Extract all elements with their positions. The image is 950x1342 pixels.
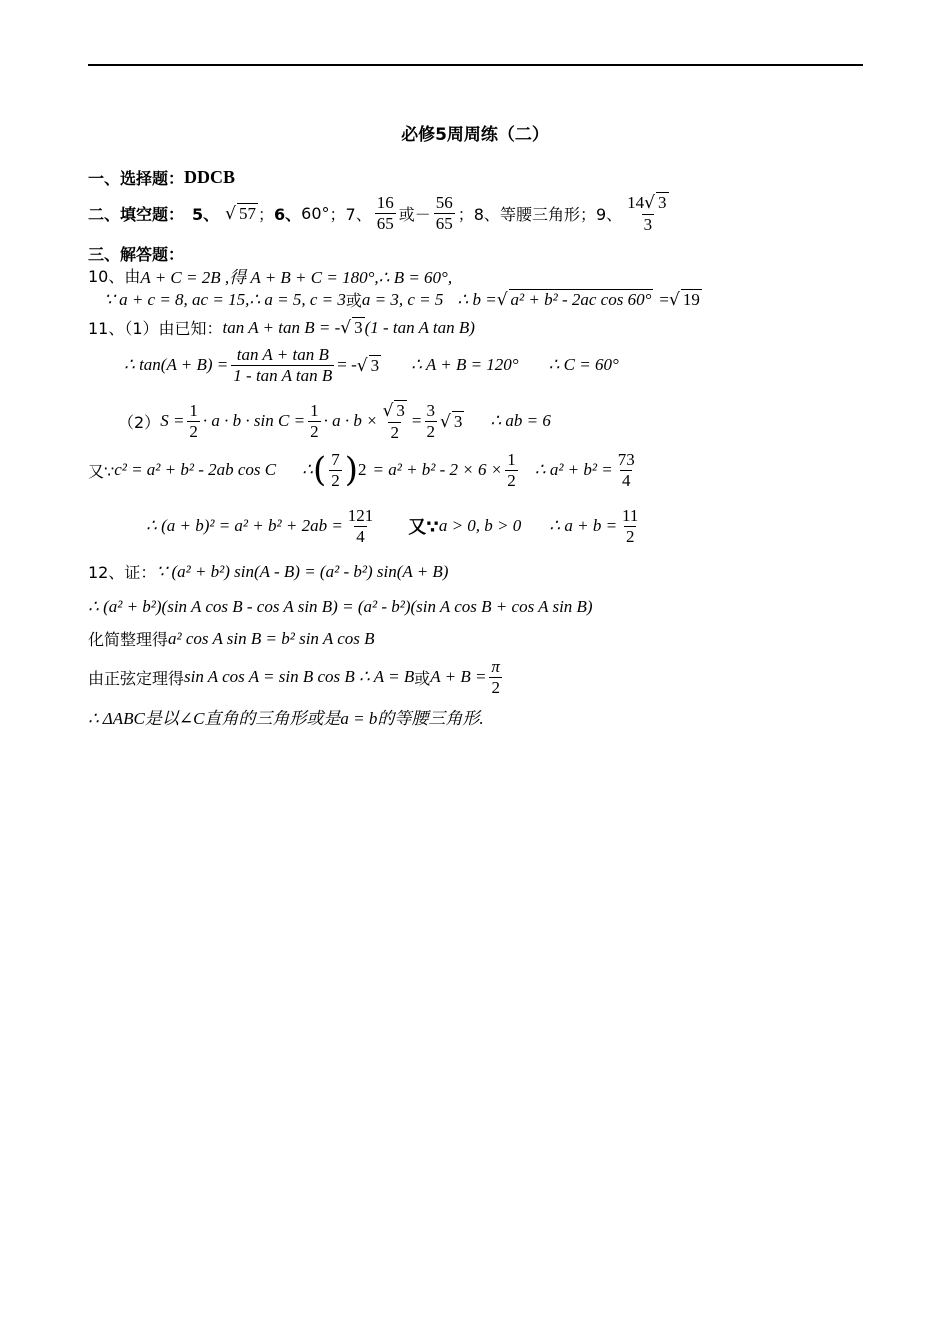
q12-line-4 bbox=[88, 657, 505, 697]
q11-line-3-c: · a · b × bbox=[323, 411, 378, 431]
q10-line-2 bbox=[104, 288, 702, 311]
q9-number: 9、 bbox=[595, 204, 623, 224]
q11-number: 11、（1）由已知： bbox=[88, 319, 223, 338]
q11-line-2-result-1: ∴ A + B = 120° bbox=[411, 355, 519, 375]
q11-line-4-therefore: ∴ bbox=[302, 460, 313, 480]
q10-result: √ 19 bbox=[668, 290, 700, 310]
q11-line-2-fraction: $\frac{\text{tan A + tan B}}{\text{1 - tan A tan B}}$ bbox=[233, 345, 333, 385]
q12-number: 12、证： bbox=[88, 563, 157, 582]
q11-line-3-frac-1: $\frac{1}{2}$ bbox=[189, 401, 198, 441]
q12-line-4-math: sin A cos A = sin B cos B ∴ A = B bbox=[184, 667, 415, 687]
q7-number: 7、 bbox=[345, 204, 372, 224]
q11-line-3-b: · a · b · sin C = bbox=[202, 411, 306, 431]
q11-line-5-frac-2: $\frac{11}{2}$ bbox=[622, 506, 639, 546]
q12-line-4-text: 由正弦定理得 bbox=[88, 668, 185, 688]
section-choice-answer: DDCB bbox=[184, 167, 236, 187]
q12-line-4-or: 或 bbox=[414, 668, 431, 688]
q11-line-4-you: 又∵ bbox=[88, 461, 115, 481]
q12-line-3 bbox=[88, 627, 375, 650]
q5-number: 5、 bbox=[192, 204, 220, 224]
q12-line-1 bbox=[88, 560, 448, 583]
q11-line-2-lhs: ∴ tan(A + B) = bbox=[124, 355, 229, 375]
q10-line-2-math-a: ∵ a + c = 8, ac = 15,∴ a = 5, c = 3 bbox=[104, 289, 346, 309]
q12-line-1-math: ∵ (a² + b²) sin(A - B) = (a² - b²) sin(A + B) bbox=[156, 561, 449, 581]
q12-line-4-frac: $\frac{\pi}{2}$ bbox=[491, 657, 500, 697]
q12-line-4-math-2: A + B = bbox=[430, 667, 487, 687]
section-choice-label: 一、选择题： bbox=[88, 169, 185, 188]
q6-number: 6、 bbox=[274, 204, 302, 224]
q11-line-1-math: tan A + tan B = - bbox=[222, 317, 341, 337]
q6-answer: 60° bbox=[301, 203, 330, 223]
q11-line-2-eq: = - bbox=[337, 355, 357, 375]
q11-line-3-frac-2: $\frac{1}{2}$ bbox=[310, 401, 319, 441]
header-rule bbox=[88, 64, 863, 66]
q10-line-1-math: A + C = 2B ,得 A + B + C = 180°,∴ B = 60°, bbox=[140, 268, 453, 287]
section-solve-label: 三、解答题： bbox=[88, 245, 185, 264]
page-title: 必修5周周练（二） bbox=[401, 125, 549, 145]
q11-line-4-frac-1: $\frac{7}{2}$ bbox=[331, 450, 340, 490]
q11-line-3-a: S = bbox=[160, 411, 185, 431]
q11-line-3-radical: √ 3 bbox=[440, 411, 463, 432]
q11-line-4-c: ∴ a² + b² = bbox=[534, 460, 613, 480]
q5-answer: √ 57 bbox=[225, 203, 256, 224]
q10-line-2-math-b: a = 3, c = 5 bbox=[361, 289, 444, 309]
q11-line-3-result: ∴ ab = 6 bbox=[490, 411, 551, 431]
q11-line-3 bbox=[118, 400, 551, 442]
q11-line-5-frac-1: $\frac{121}{4}$ bbox=[347, 506, 374, 546]
q10-line-1 bbox=[88, 263, 452, 288]
q7-fraction-1: $\frac{16}{65}$ bbox=[376, 193, 394, 233]
q11-line-1-tail: (1 - tan A tan B) bbox=[364, 317, 475, 337]
q11-line-2-result-2: ∴ C = 60° bbox=[548, 355, 619, 375]
q10-line-2-eq: = bbox=[659, 289, 669, 309]
q6-sep: ； bbox=[329, 204, 346, 224]
q11-line-3-frac-4: $\frac{3}{2}$ bbox=[426, 401, 435, 441]
section-fill bbox=[88, 192, 674, 234]
q11-line-2 bbox=[124, 345, 619, 385]
q11-line-5-c: ∴ a + b = bbox=[549, 516, 618, 536]
q11-line-5-b: a > 0, b > 0 bbox=[438, 516, 522, 536]
q8-answer: 等腰三角形 bbox=[499, 204, 580, 224]
q11-line-5-a: ∴ (a + b)² = a² + b² + 2ab = bbox=[146, 516, 343, 536]
section-fill-label: 二、填空题： bbox=[88, 204, 185, 224]
q8-number: 8、 bbox=[473, 204, 500, 224]
q11-line-3-frac-3: $\frac{√ 3}{2}$ bbox=[382, 401, 405, 442]
q12-conclusion: ∴ ΔABC是以∠C直角的三角形或是a = b的等腰三角形. bbox=[88, 709, 484, 728]
q9-fraction: $\frac{14√ 3}{3}$ bbox=[627, 193, 667, 234]
q10-line-2-or: 或 bbox=[345, 291, 362, 310]
q10-line-2-math-c: ∴ b = bbox=[457, 289, 497, 309]
q12-line-3-text: 化简整理得 bbox=[88, 630, 169, 649]
q11-line-2-radical: √ 3 bbox=[356, 355, 380, 376]
q7-or: 或－ bbox=[398, 204, 431, 224]
q11-line-1-radical: √ 3 bbox=[340, 318, 363, 338]
q7-sep: ； bbox=[457, 204, 474, 224]
q5-sep: ； bbox=[258, 204, 275, 224]
q12-line-5 bbox=[88, 704, 484, 729]
q12-line-2 bbox=[88, 597, 593, 617]
q11-line-5-you: 又∵ bbox=[408, 517, 439, 539]
q11-line-4: 又∵ c² = a² + b² - 2ab cos C ∴ ( $\frac{7}{2}$ ) 2 = a² + b² - 2 × 6 × $\frac{1}{2}$ ∴ a² + b² = $\frac{73}{4}$ bbox=[88, 450, 635, 491]
q11-line-4-a: c² = a² + b² - 2ab cos C bbox=[114, 460, 277, 480]
q11-line-5 bbox=[146, 506, 643, 546]
q11-line-3-eq: = bbox=[411, 411, 422, 431]
q7-fraction-2: $\frac{56}{65}$ bbox=[435, 193, 453, 233]
q11-line-4-b: = a² + b² - 2 × 6 × bbox=[372, 460, 503, 480]
q12-line-3-math: a² cos A sin B = b² sin A cos B bbox=[168, 628, 375, 648]
section-solve bbox=[88, 242, 184, 265]
q10-number: 10、由 bbox=[88, 267, 141, 286]
q11-line-4-frac-2: $\frac{1}{2}$ bbox=[507, 450, 516, 490]
q10-line-2-radical: √ a² + b² - 2ac cos 60° bbox=[496, 290, 652, 310]
q11-part-2-label: （2） bbox=[118, 412, 161, 432]
q12-line-2-math: ∴ (a² + b²)(sin A cos B - cos A sin B) = (a² - b²)(sin A cos B + cos A sin B) bbox=[88, 597, 593, 616]
q8-sep: ； bbox=[579, 204, 596, 224]
q11-line-1 bbox=[88, 316, 475, 339]
q11-line-4-frac-3: $\frac{73}{4}$ bbox=[617, 450, 635, 490]
section-choice bbox=[88, 166, 235, 189]
